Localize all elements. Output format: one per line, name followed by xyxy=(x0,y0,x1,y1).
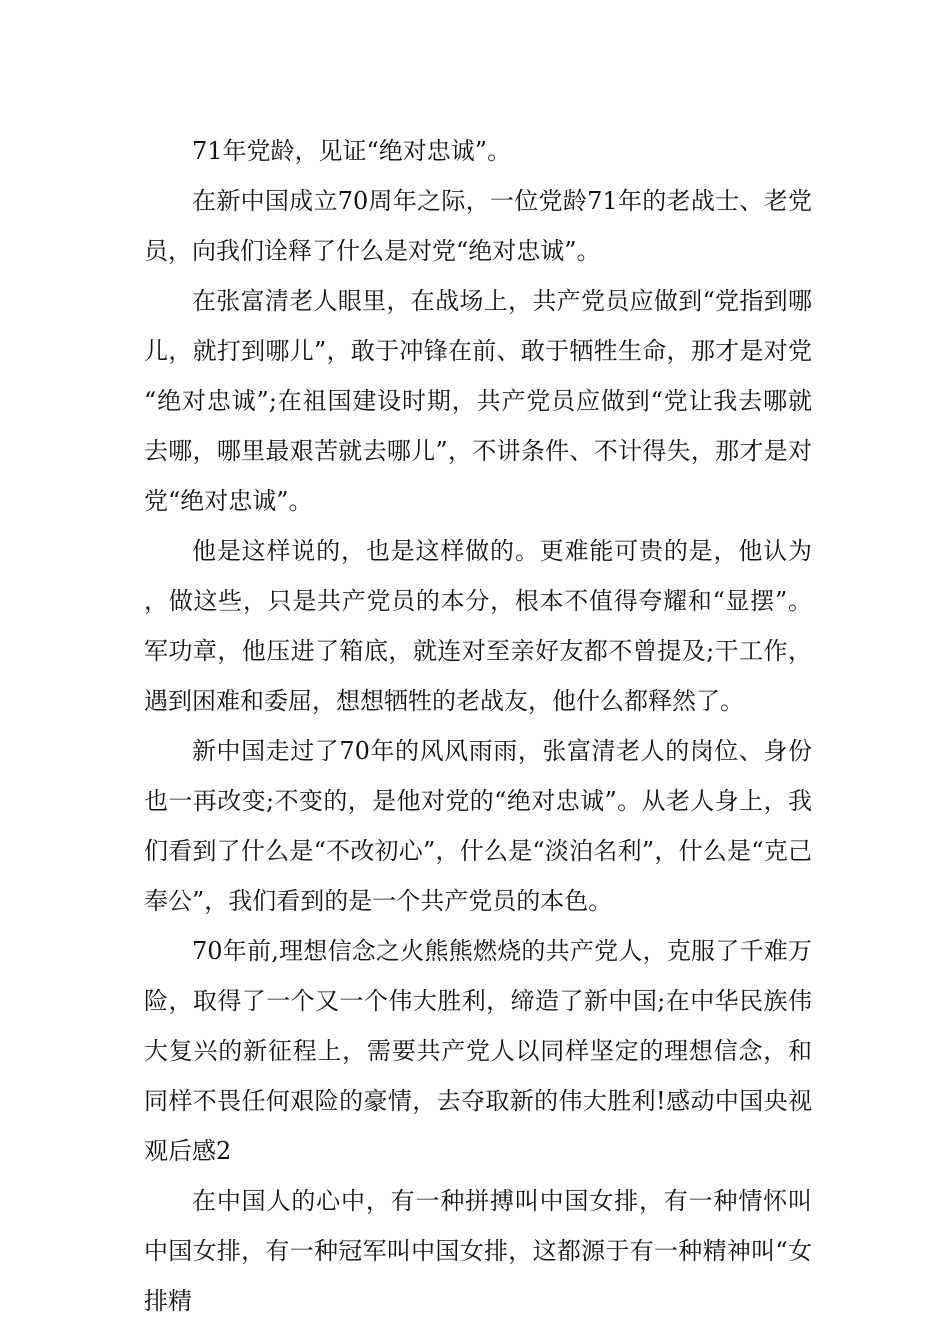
paragraph-deeds: 他是这样说的，也是这样做的。更难能可贵的是，他认为，做这些，只是共产党员的本分，根本不值得夸耀和“显摆”。军功章，他压进了箱底，就连对至亲好友都不曾提及;干工作，遇到困难和委屈，想想牺牲的老战友，他什么都释然了。 xyxy=(144,537,812,715)
paragraph-title: 71年党龄，见证“绝对忠诚”。 xyxy=(192,137,512,165)
document-body xyxy=(144,126,812,1326)
paragraph-seventy-years: 新中国走过了70年的风风雨雨，张富清老人的岗位、身份也一再改变;不变的，是他对党的“绝对忠诚”。从老人身上，我们看到了什么是“不改初心”，什么是“淡泊名利”，什么是“克己奉公”，我们看到的是一个共产党员的本色。 xyxy=(144,737,812,915)
paragraph-loyalty: 在张富清老人眼里，在战场上，共产党员应做到“党指到哪儿，就打到哪儿”，敢于冲锋在前、敢于牺牲生命，那才是对党“绝对忠诚”;在祖国建设时期，共产党员应做到“党让我去哪就去哪，哪里最艰苦就去哪儿”，不讲条件、不计得失，那才是对党“绝对忠诚”。 xyxy=(144,287,812,515)
paragraph-ideals: 70年前,理想信念之火熊熊燃烧的共产党人，克服了千难万险，取得了一个又一个伟大胜利，缔造了新中国;在中华民族伟大复兴的新征程上，需要共产党人以同样坚定的理想信念，和同样不畏任何艰险的豪情，去夺取新的伟大胜利!感动中国央视观后感2 xyxy=(144,937,812,1165)
paragraph-intro: 在新中国成立70周年之际，一位党龄71年的老战士、老党员，向我们诠释了什么是对党“绝对忠诚”。 xyxy=(144,187,812,265)
paragraph-volleyball: 在中国人的心中，有一种拼搏叫中国女排，有一种情怀叫中国女排，有一种冠军叫中国女排，这都源于有一种精神叫“女排精 xyxy=(144,1187,812,1315)
